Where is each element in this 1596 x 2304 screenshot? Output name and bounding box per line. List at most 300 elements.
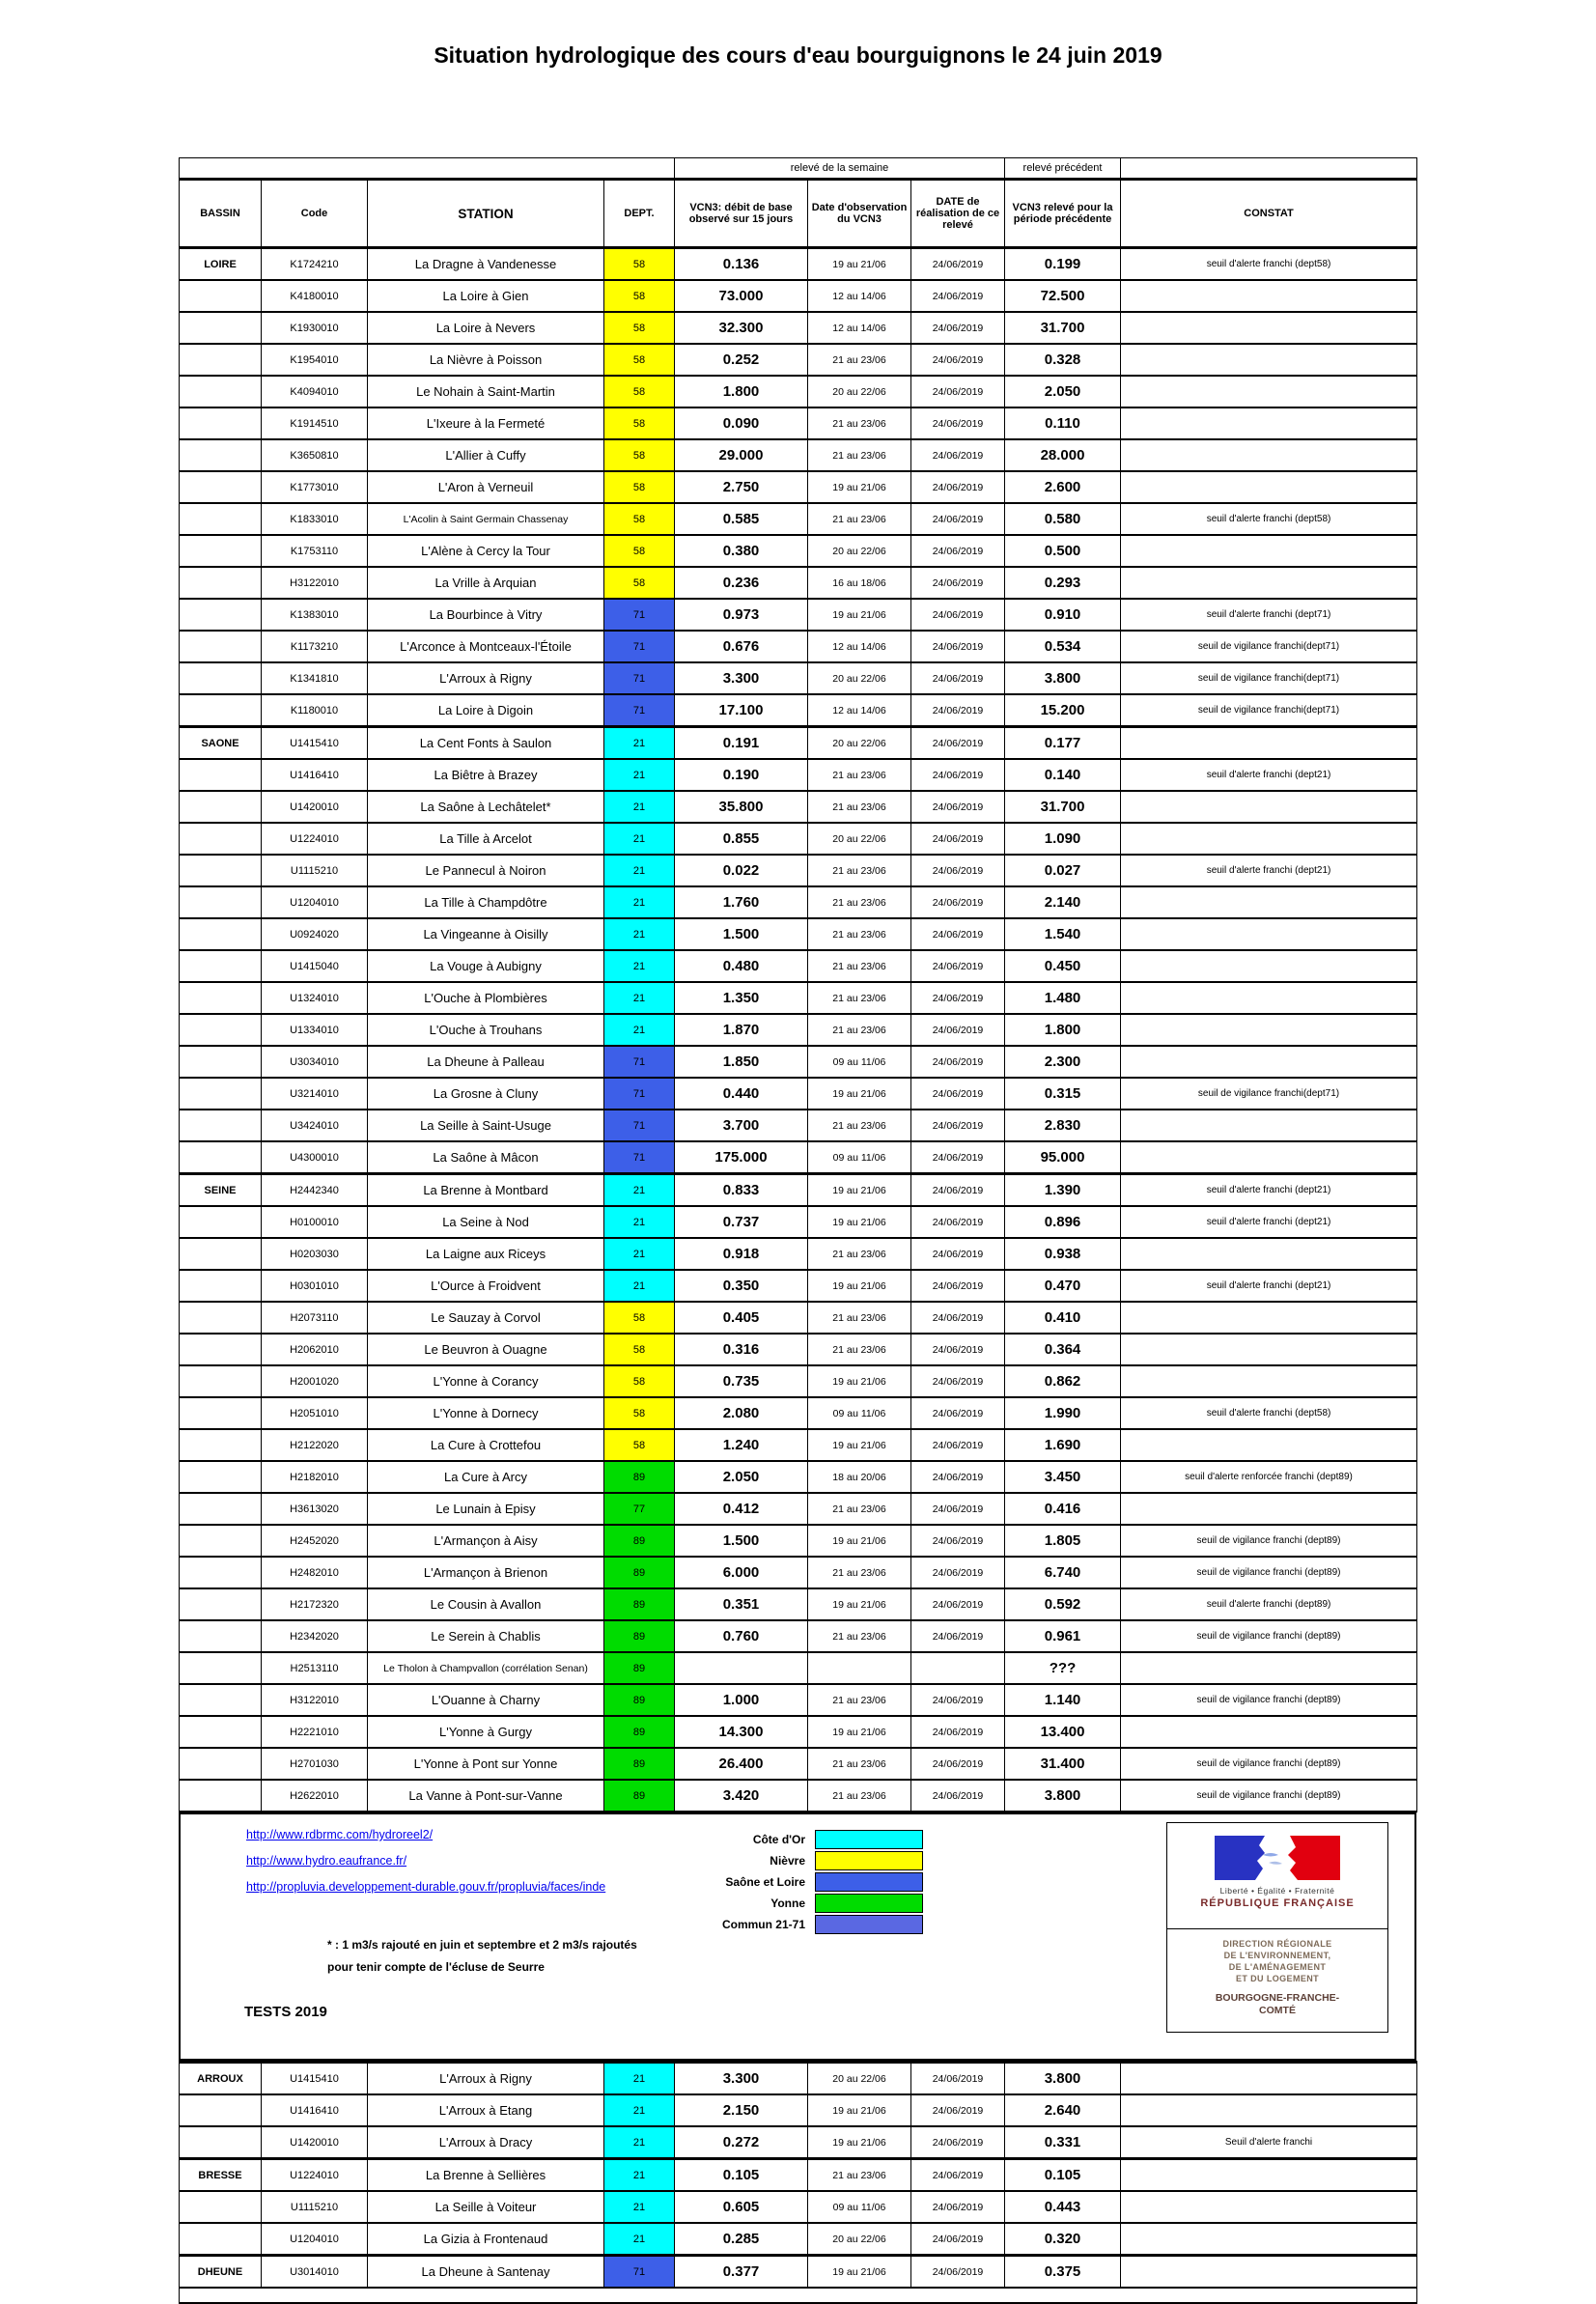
dreal-line: ET DU LOGEMENT bbox=[1235, 1974, 1320, 1983]
constat-cell: seuil d'alerte franchi (dept71) bbox=[1121, 599, 1417, 631]
table-row bbox=[180, 662, 1417, 694]
bassin-cell bbox=[180, 1620, 262, 1652]
code-cell: H2172320 bbox=[262, 1588, 368, 1620]
code-cell: H2001020 bbox=[262, 1365, 368, 1397]
constat-cell bbox=[1121, 1652, 1417, 1684]
station-cell: Le Nohain à Saint-Martin bbox=[368, 376, 604, 407]
constat-cell bbox=[1121, 407, 1417, 439]
station-cell: La Biêtre à Brazey bbox=[368, 759, 604, 791]
date-obs-cell: 21 au 23/06 bbox=[808, 1238, 911, 1270]
bassin-cell bbox=[180, 1014, 262, 1046]
vcn3-cell: 3.700 bbox=[675, 1110, 808, 1141]
table-row bbox=[180, 1716, 1417, 1748]
vcn3-cell: 0.735 bbox=[675, 1365, 808, 1397]
bassin-cell: ARROUX bbox=[180, 2063, 262, 2095]
dept-cell: 58 bbox=[604, 1365, 675, 1397]
dept-cell: 58 bbox=[604, 503, 675, 535]
date-obs-cell: 19 au 21/06 bbox=[808, 248, 911, 281]
date-releve-cell: 24/06/2019 bbox=[911, 1078, 1005, 1110]
dept-cell: 71 bbox=[604, 1141, 675, 1174]
date-releve-cell: 24/06/2019 bbox=[911, 662, 1005, 694]
dept-cell: 21 bbox=[604, 823, 675, 855]
station-cell: La Gizia à Frontenaud bbox=[368, 2223, 604, 2256]
date-obs-cell: 19 au 21/06 bbox=[808, 2126, 911, 2159]
vcn3-cell: 2.750 bbox=[675, 471, 808, 503]
code-cell: H3613020 bbox=[262, 1493, 368, 1525]
vcn3-cell: 0.377 bbox=[675, 2256, 808, 2289]
constat-cell: seuil de vigilance franchi(dept71) bbox=[1121, 662, 1417, 694]
bassin-cell bbox=[180, 535, 262, 567]
station-cell: Le Pannecul à Noiron bbox=[368, 855, 604, 886]
table-row bbox=[180, 1461, 1417, 1493]
bassin-cell bbox=[180, 1238, 262, 1270]
vcn3-prev-cell: 3.800 bbox=[1005, 2063, 1121, 2095]
bassin-cell bbox=[180, 2094, 262, 2126]
dept-cell: 21 bbox=[604, 1174, 675, 1207]
hydro-link[interactable]: http://www.rdbrmc.com/hydroreel2/ bbox=[246, 1828, 434, 1841]
date-obs-cell: 19 au 21/06 bbox=[808, 1365, 911, 1397]
vcn3-prev-cell: 2.140 bbox=[1005, 886, 1121, 918]
table-row bbox=[180, 1141, 1417, 1174]
bassin-cell bbox=[180, 1588, 262, 1620]
table-row bbox=[180, 1620, 1417, 1652]
vcn3-prev-cell: 0.450 bbox=[1005, 950, 1121, 982]
date-obs-cell: 09 au 11/06 bbox=[808, 1397, 911, 1429]
constat-cell bbox=[1121, 2159, 1417, 2192]
constat-cell bbox=[1121, 918, 1417, 950]
vcn3-prev-cell: 0.500 bbox=[1005, 535, 1121, 567]
dept-cell: 21 bbox=[604, 886, 675, 918]
vcn3-cell bbox=[675, 1652, 808, 1684]
constat-cell: seuil de vigilance franchi (dept89) bbox=[1121, 1620, 1417, 1652]
date-obs-cell: 20 au 22/06 bbox=[808, 2063, 911, 2095]
constat-cell bbox=[1121, 2063, 1417, 2095]
table-row bbox=[180, 950, 1417, 982]
station-cell: La Loire à Gien bbox=[368, 280, 604, 312]
date-releve-cell: 24/06/2019 bbox=[911, 1588, 1005, 1620]
station-cell: La Tille à Champdôtre bbox=[368, 886, 604, 918]
dept-cell: 71 bbox=[604, 1110, 675, 1141]
vcn3-prev-cell: 2.600 bbox=[1005, 471, 1121, 503]
vcn3-cell: 0.585 bbox=[675, 503, 808, 535]
hydro-link[interactable]: http://propluvia.developpement-durable.gouv.fr/propluvia/faces/inde bbox=[246, 1880, 606, 1894]
vcn3-cell: 14.300 bbox=[675, 1716, 808, 1748]
table-row bbox=[180, 982, 1417, 1014]
bassin-cell bbox=[180, 1780, 262, 1812]
date-releve-cell: 24/06/2019 bbox=[911, 950, 1005, 982]
station-cell: La Dheune à Santenay bbox=[368, 2256, 604, 2289]
vcn3-cell: 0.252 bbox=[675, 344, 808, 376]
code-cell: K1753110 bbox=[262, 535, 368, 567]
date-releve-cell: 24/06/2019 bbox=[911, 471, 1005, 503]
vcn3-cell: 0.022 bbox=[675, 855, 808, 886]
vcn3-prev-cell: 15.200 bbox=[1005, 694, 1121, 727]
station-cell: L'Ouanne à Charny bbox=[368, 1684, 604, 1716]
date-releve-cell: 24/06/2019 bbox=[911, 1174, 1005, 1207]
date-releve-cell: 24/06/2019 bbox=[911, 631, 1005, 662]
bassin-cell bbox=[180, 1493, 262, 1525]
bassin-cell bbox=[180, 2191, 262, 2223]
vcn3-prev-cell: 0.938 bbox=[1005, 1238, 1121, 1270]
vcn3-cell: 32.300 bbox=[675, 312, 808, 344]
code-cell: U1334010 bbox=[262, 1014, 368, 1046]
date-releve-cell: 24/06/2019 bbox=[911, 1748, 1005, 1780]
constat-cell bbox=[1121, 982, 1417, 1014]
date-releve-cell: 24/06/2019 bbox=[911, 1110, 1005, 1141]
vcn3-cell: 1.500 bbox=[675, 918, 808, 950]
table-row bbox=[180, 2191, 1417, 2223]
tests-2019-label: TESTS 2019 bbox=[244, 2004, 327, 2020]
date-releve-cell: 24/06/2019 bbox=[911, 1684, 1005, 1716]
station-cell: L'Arconce à Montceaux-l'Étoile bbox=[368, 631, 604, 662]
station-cell: L'Ource à Froidvent bbox=[368, 1270, 604, 1302]
bassin-cell bbox=[180, 407, 262, 439]
page-title: Situation hydrologique des cours d'eau bourguignons le 24 juin 2019 bbox=[434, 42, 1162, 68]
legend-label: Commun 21-71 bbox=[721, 1918, 805, 1931]
date-obs-cell: 21 au 23/06 bbox=[808, 2159, 911, 2192]
bassin-cell bbox=[180, 662, 262, 694]
station-cell: Le Sauzay à Corvol bbox=[368, 1302, 604, 1334]
dept-cell: 89 bbox=[604, 1620, 675, 1652]
header-vcn3-prev: VCN3 relevé pour la période précédente bbox=[1005, 180, 1121, 248]
legend-label: Yonne bbox=[770, 1897, 805, 1910]
vcn3-prev-cell: 6.740 bbox=[1005, 1557, 1121, 1588]
vcn3-prev-cell: 0.534 bbox=[1005, 631, 1121, 662]
station-cell: La Loire à Nevers bbox=[368, 312, 604, 344]
table-row bbox=[180, 599, 1417, 631]
vcn3-prev-cell: 3.450 bbox=[1005, 1461, 1121, 1493]
vcn3-cell: 0.351 bbox=[675, 1588, 808, 1620]
constat-cell: seuil d'alerte franchi (dept58) bbox=[1121, 248, 1417, 281]
vcn3-prev-cell: 0.470 bbox=[1005, 1270, 1121, 1302]
dreal-logo bbox=[1166, 1822, 1388, 2033]
constat-cell bbox=[1121, 1141, 1417, 1174]
legend-row bbox=[678, 1851, 923, 1870]
vcn3-cell: 0.833 bbox=[675, 1174, 808, 1207]
date-obs-cell: 09 au 11/06 bbox=[808, 2191, 911, 2223]
station-cell: La Cure à Crottefou bbox=[368, 1429, 604, 1461]
station-cell: Le Lunain à Episy bbox=[368, 1493, 604, 1525]
dept-cell: 58 bbox=[604, 248, 675, 281]
date-obs-cell: 12 au 14/06 bbox=[808, 694, 911, 727]
vcn3-prev-cell: 0.328 bbox=[1005, 344, 1121, 376]
bassin-cell bbox=[180, 503, 262, 535]
code-cell: U1115210 bbox=[262, 2191, 368, 2223]
vcn3-cell: 0.316 bbox=[675, 1334, 808, 1365]
republique-text: RÉPUBLIQUE FRANÇAISE bbox=[1200, 1897, 1355, 1909]
constat-cell: seuil de vigilance franchi(dept71) bbox=[1121, 631, 1417, 662]
code-cell: U3424010 bbox=[262, 1110, 368, 1141]
dept-cell: 58 bbox=[604, 280, 675, 312]
vcn3-prev-cell: 2.300 bbox=[1005, 1046, 1121, 1078]
links-block bbox=[246, 1822, 605, 1900]
constat-cell bbox=[1121, 1493, 1417, 1525]
code-cell: U1415040 bbox=[262, 950, 368, 982]
code-cell: K1954010 bbox=[262, 344, 368, 376]
table-row bbox=[180, 1110, 1417, 1141]
constat-cell bbox=[1121, 344, 1417, 376]
date-obs-cell: 19 au 21/06 bbox=[808, 471, 911, 503]
station-cell: L'Allier à Cuffy bbox=[368, 439, 604, 471]
station-cell: L'Alène à Cercy la Tour bbox=[368, 535, 604, 567]
vcn3-cell: 175.000 bbox=[675, 1141, 808, 1174]
constat-cell bbox=[1121, 1429, 1417, 1461]
bassin-cell bbox=[180, 1429, 262, 1461]
station-cell: L'Yonne à Dornecy bbox=[368, 1397, 604, 1429]
station-cell: L'Yonne à Gurgy bbox=[368, 1716, 604, 1748]
main-table bbox=[179, 157, 1417, 1812]
legend-label: Nièvre bbox=[770, 1854, 805, 1868]
vcn3-prev-cell: 13.400 bbox=[1005, 1716, 1121, 1748]
date-obs-cell: 21 au 23/06 bbox=[808, 886, 911, 918]
table-row bbox=[180, 503, 1417, 535]
band-row bbox=[180, 158, 1417, 180]
legend-row bbox=[678, 1894, 923, 1913]
date-obs-cell: 21 au 23/06 bbox=[808, 1334, 911, 1365]
constat-cell: seuil de vigilance franchi (dept89) bbox=[1121, 1684, 1417, 1716]
date-obs-cell: 20 au 22/06 bbox=[808, 535, 911, 567]
dreal-text-block bbox=[1167, 1929, 1387, 2017]
date-obs-cell: 19 au 21/06 bbox=[808, 1206, 911, 1238]
date-releve-cell: 24/06/2019 bbox=[911, 1557, 1005, 1588]
table-row bbox=[180, 1429, 1417, 1461]
dept-cell: 21 bbox=[604, 982, 675, 1014]
dreal-line: DE L'ENVIRONNEMENT, bbox=[1223, 1951, 1331, 1960]
station-cell: Le Serein à Chablis bbox=[368, 1620, 604, 1652]
dept-cell: 89 bbox=[604, 1684, 675, 1716]
footnote-line1: * : 1 m3/s rajouté en juin et septembre et 2 m3/s rajoutés bbox=[327, 1938, 637, 1952]
station-cell: La Saône à Mâcon bbox=[368, 1141, 604, 1174]
document-body bbox=[179, 157, 1416, 2304]
vcn3-prev-cell: 0.375 bbox=[1005, 2256, 1121, 2289]
vcn3-cell: 1.800 bbox=[675, 376, 808, 407]
date-releve-cell: 24/06/2019 bbox=[911, 791, 1005, 823]
vcn3-prev-cell: 0.961 bbox=[1005, 1620, 1121, 1652]
bassin-cell bbox=[180, 1302, 262, 1334]
date-releve-cell: 24/06/2019 bbox=[911, 1238, 1005, 1270]
code-cell: U3014010 bbox=[262, 2256, 368, 2289]
dept-cell: 77 bbox=[604, 1493, 675, 1525]
code-cell: U1224010 bbox=[262, 2159, 368, 2192]
constat-cell bbox=[1121, 2094, 1417, 2126]
constat-cell bbox=[1121, 2223, 1417, 2256]
dept-cell: 58 bbox=[604, 344, 675, 376]
constat-cell: seuil d'alerte franchi (dept21) bbox=[1121, 1174, 1417, 1207]
dept-cell: 21 bbox=[604, 1206, 675, 1238]
date-obs-cell: 19 au 21/06 bbox=[808, 1588, 911, 1620]
date-obs-cell: 21 au 23/06 bbox=[808, 1620, 911, 1652]
vcn3-cell: 0.136 bbox=[675, 248, 808, 281]
bassin-cell bbox=[180, 1046, 262, 1078]
date-obs-cell: 21 au 23/06 bbox=[808, 1014, 911, 1046]
date-obs-cell: 20 au 22/06 bbox=[808, 376, 911, 407]
table-row bbox=[180, 2256, 1417, 2289]
station-cell: La Seille à Voiteur bbox=[368, 2191, 604, 2223]
date-releve-cell: 24/06/2019 bbox=[911, 2126, 1005, 2159]
bassin-cell bbox=[180, 918, 262, 950]
vcn3-cell: 0.191 bbox=[675, 727, 808, 760]
vcn3-cell: 0.973 bbox=[675, 599, 808, 631]
station-cell: La Grosne à Cluny bbox=[368, 1078, 604, 1110]
vcn3-prev-cell: 0.320 bbox=[1005, 2223, 1121, 2256]
vcn3-prev-cell: 0.140 bbox=[1005, 759, 1121, 791]
station-cell: L'Acolin à Saint Germain Chassenay bbox=[368, 503, 604, 535]
constat-cell bbox=[1121, 1365, 1417, 1397]
date-releve-cell: 24/06/2019 bbox=[911, 1429, 1005, 1461]
date-releve-cell: 24/06/2019 bbox=[911, 344, 1005, 376]
vcn3-cell: 0.440 bbox=[675, 1078, 808, 1110]
bassin-cell bbox=[180, 1206, 262, 1238]
empty-tail-row bbox=[180, 2288, 1417, 2303]
code-cell: U1224010 bbox=[262, 823, 368, 855]
code-cell: U1115210 bbox=[262, 855, 368, 886]
code-cell: H2513110 bbox=[262, 1652, 368, 1684]
vcn3-prev-cell: 0.110 bbox=[1005, 407, 1121, 439]
bassin-cell bbox=[180, 376, 262, 407]
legend-color-swatch bbox=[815, 1872, 923, 1892]
legend-row bbox=[678, 1830, 923, 1849]
table-row bbox=[180, 1302, 1417, 1334]
station-cell: La Brenne à Sellières bbox=[368, 2159, 604, 2192]
bassin-cell bbox=[180, 1141, 262, 1174]
bassin-cell bbox=[180, 982, 262, 1014]
vcn3-cell: 0.676 bbox=[675, 631, 808, 662]
vcn3-prev-cell: 1.805 bbox=[1005, 1525, 1121, 1557]
bassin-cell bbox=[180, 1110, 262, 1141]
table-row bbox=[180, 1652, 1417, 1684]
table-row bbox=[180, 1206, 1417, 1238]
table-row bbox=[180, 694, 1417, 727]
header-constat: CONSTAT bbox=[1121, 180, 1417, 248]
code-cell: U1204010 bbox=[262, 2223, 368, 2256]
date-releve-cell: 24/06/2019 bbox=[911, 823, 1005, 855]
date-releve-cell: 24/06/2019 bbox=[911, 248, 1005, 281]
date-releve-cell: 24/06/2019 bbox=[911, 2063, 1005, 2095]
date-releve-cell bbox=[911, 1652, 1005, 1684]
vcn3-cell: 26.400 bbox=[675, 1748, 808, 1780]
vcn3-cell: 73.000 bbox=[675, 280, 808, 312]
date-obs-cell: 19 au 21/06 bbox=[808, 1174, 911, 1207]
date-obs-cell: 21 au 23/06 bbox=[808, 1684, 911, 1716]
date-releve-cell: 24/06/2019 bbox=[911, 407, 1005, 439]
table-row bbox=[180, 759, 1417, 791]
bassin-cell bbox=[180, 823, 262, 855]
date-releve-cell: 24/06/2019 bbox=[911, 1046, 1005, 1078]
code-cell: K3650810 bbox=[262, 439, 368, 471]
constat-cell bbox=[1121, 950, 1417, 982]
date-obs-cell: 19 au 21/06 bbox=[808, 1716, 911, 1748]
date-releve-cell: 24/06/2019 bbox=[911, 1493, 1005, 1525]
vcn3-prev-cell: 0.910 bbox=[1005, 599, 1121, 631]
date-obs-cell: 20 au 22/06 bbox=[808, 727, 911, 760]
constat-cell bbox=[1121, 727, 1417, 760]
vcn3-prev-cell: 0.896 bbox=[1005, 1206, 1121, 1238]
dept-cell: 21 bbox=[604, 1238, 675, 1270]
dept-cell: 21 bbox=[604, 918, 675, 950]
table-row bbox=[180, 823, 1417, 855]
vcn3-cell: 3.420 bbox=[675, 1780, 808, 1812]
bassin-cell bbox=[180, 1716, 262, 1748]
constat-cell bbox=[1121, 376, 1417, 407]
station-cell: La Saône à Lechâtelet* bbox=[368, 791, 604, 823]
dept-cell: 21 bbox=[604, 2094, 675, 2126]
vcn3-cell: 35.800 bbox=[675, 791, 808, 823]
table-row bbox=[180, 2126, 1417, 2159]
vcn3-prev-cell: 0.443 bbox=[1005, 2191, 1121, 2223]
table-row bbox=[180, 312, 1417, 344]
date-obs-cell: 21 au 23/06 bbox=[808, 918, 911, 950]
code-cell: U1420010 bbox=[262, 2126, 368, 2159]
constat-cell: seuil d'alerte franchi (dept21) bbox=[1121, 855, 1417, 886]
table-row bbox=[180, 918, 1417, 950]
date-obs-cell: 21 au 23/06 bbox=[808, 1493, 911, 1525]
station-cell: La Brenne à Montbard bbox=[368, 1174, 604, 1207]
table-row bbox=[180, 1078, 1417, 1110]
bassin-cell bbox=[180, 471, 262, 503]
header-code: Code bbox=[262, 180, 368, 248]
bassin-cell bbox=[180, 791, 262, 823]
vcn3-prev-cell: 2.830 bbox=[1005, 1110, 1121, 1141]
vcn3-prev-cell: 28.000 bbox=[1005, 439, 1121, 471]
table-row bbox=[180, 535, 1417, 567]
code-cell: U1415410 bbox=[262, 2063, 368, 2095]
hydro-link[interactable]: http://www.hydro.eaufrance.fr/ bbox=[246, 1854, 407, 1868]
table-row bbox=[180, 2223, 1417, 2256]
date-obs-cell: 20 au 22/06 bbox=[808, 823, 911, 855]
date-obs-cell: 18 au 20/06 bbox=[808, 1461, 911, 1493]
bassin-cell: DHEUNE bbox=[180, 2256, 262, 2289]
bassin-cell bbox=[180, 1270, 262, 1302]
station-cell: L'Arroux à Dracy bbox=[368, 2126, 604, 2159]
date-releve-cell: 24/06/2019 bbox=[911, 1525, 1005, 1557]
date-releve-cell: 24/06/2019 bbox=[911, 567, 1005, 599]
vcn3-cell: 0.272 bbox=[675, 2126, 808, 2159]
vcn3-cell: 1.870 bbox=[675, 1014, 808, 1046]
vcn3-cell: 2.150 bbox=[675, 2094, 808, 2126]
code-cell: U1324010 bbox=[262, 982, 368, 1014]
table-row bbox=[180, 1684, 1417, 1716]
vcn3-cell: 3.300 bbox=[675, 2063, 808, 2095]
bassin-cell bbox=[180, 344, 262, 376]
dept-cell: 71 bbox=[604, 1046, 675, 1078]
date-obs-cell: 21 au 23/06 bbox=[808, 1110, 911, 1141]
date-releve-cell: 24/06/2019 bbox=[911, 2256, 1005, 2289]
motto-text: Liberté • Égalité • Fraternité bbox=[1219, 1886, 1335, 1896]
legend-color-swatch bbox=[815, 1851, 923, 1870]
date-releve-cell: 24/06/2019 bbox=[911, 312, 1005, 344]
header-row bbox=[180, 180, 1417, 248]
code-cell: K4180010 bbox=[262, 280, 368, 312]
vcn3-cell: 1.350 bbox=[675, 982, 808, 1014]
date-releve-cell: 24/06/2019 bbox=[911, 1270, 1005, 1302]
bassin-cell bbox=[180, 1461, 262, 1493]
constat-cell: seuil d'alerte franchi (dept21) bbox=[1121, 759, 1417, 791]
bassin-cell bbox=[180, 855, 262, 886]
station-cell: L'Arroux à Rigny bbox=[368, 662, 604, 694]
bassin-cell bbox=[180, 1684, 262, 1716]
bassin-cell bbox=[180, 2223, 262, 2256]
code-cell: H2342020 bbox=[262, 1620, 368, 1652]
french-flag-marianne-icon bbox=[1215, 1836, 1340, 1880]
header-bassin: BASSIN bbox=[180, 180, 262, 248]
station-cell: La Dragne à Vandenesse bbox=[368, 248, 604, 281]
bassin-cell bbox=[180, 312, 262, 344]
station-cell: L'Yonne à Corancy bbox=[368, 1365, 604, 1397]
dept-cell: 21 bbox=[604, 791, 675, 823]
vcn3-cell: 0.190 bbox=[675, 759, 808, 791]
dept-cell: 21 bbox=[604, 1270, 675, 1302]
dept-cell: 21 bbox=[604, 2191, 675, 2223]
